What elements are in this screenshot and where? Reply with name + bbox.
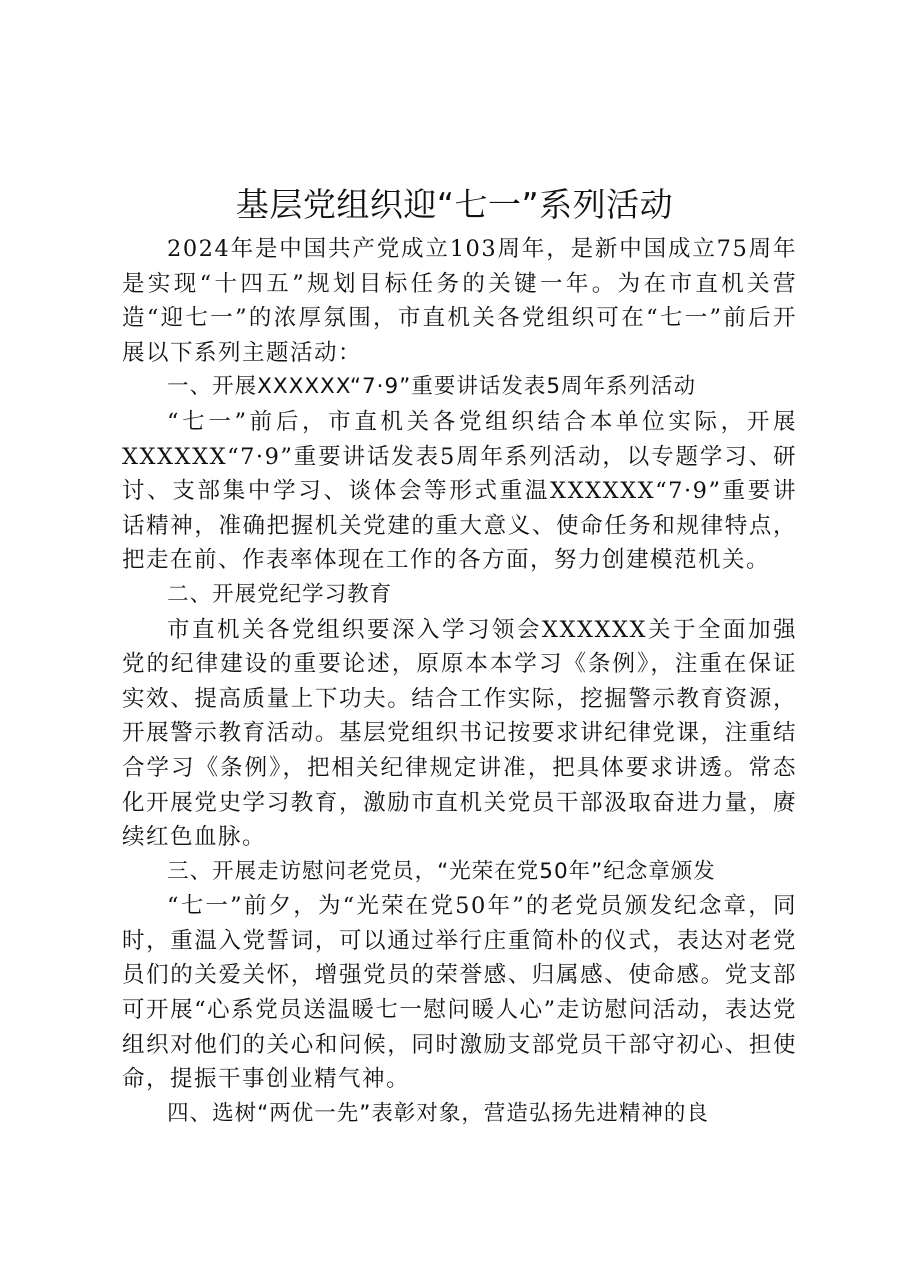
section-heading-4: 四、选树“两优一先”表彰对象，营造弘扬先进精神的良 [167,1100,709,1126]
document-body [122,232,797,1131]
section-body-2: 市直机关各党组织要深入学习领会XXXXXX关于全面加强党的纪律建设的重要论述，原原本本学习《条例》，注重在保证实效、提高质量上下功夫。结合工作实际，挖掘警示教育资源，开展警示教育活动。基层党组织书记按要求讲纪律党课，注重结合学习《条例》，把相关纪律规定讲准，把具体要求讲透。常态化开展党史学习教育，激励市直机关党员干部汲取奋进力量，赓续红色血脉。 [122,616,797,851]
section-body-1: “七一”前后，市直机关各党组织结合本单位实际，开展XXXXXX“7·9”重要讲话发表5周年系列活动，以专题学习、研讨、支部集中学习、谈体会等形式重温XXXXXX“7·9”重要讲话精神，准确把握机关党建的重大意义、使命任务和规律特点，把走在前、作表率体现在工作的各方面，努力创建模范机关。 [122,408,797,574]
section-heading-3: 三、开展走访慰问老党员，“光荣在党50年”纪念章颁发 [167,858,716,884]
section-body-3: “七一”前夕，为“光荣在党50年”的老党员颁发纪念章，同时，重温入党誓词，可以通过举行庄重简朴的仪式，表达对老党员们的关爱关怀，增强党员的荣誉感、归属感、使命感。党支部可开展“心系党员送温暖七一慰问暖人心”走访慰问活动，表达党组织对他们的关心和问候，同时激励支部党员干部守初心、担使命，提振干事创业精气神。 [122,893,797,1093]
section-heading-2: 二、开展党纪学习教育 [167,581,393,607]
intro-paragraph: 2024年是中国共产党成立103周年，是新中国成立75周年是实现“十四五”规划目标任务的关键一年。为在市直机关营造“迎七一”的浓厚氛围，市直机关各党组织可在“七一”前后开展以下系列主题活动： [122,236,797,366]
section-heading-1: 一、开展XXXXXX“7·9”重要讲话发表5周年系列活动 [167,374,696,400]
document-title: 基层党组织迎“七一”系列活动 [235,185,674,225]
